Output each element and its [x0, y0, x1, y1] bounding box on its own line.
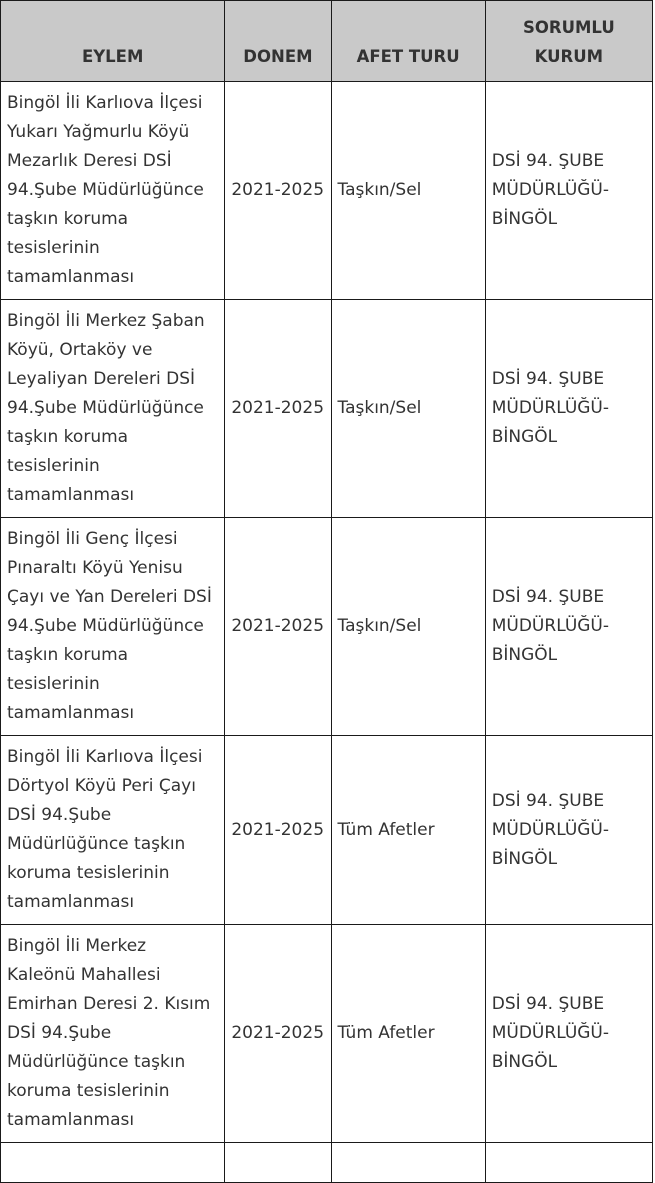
header-disaster-type: AFET TURU: [331, 1, 485, 82]
cell-action: Bingöl İli Merkez Şaban Köyü, Ortaköy ve Leyaliyan Dereleri DSİ 94.Şube Müdürlüğünce taşkın koruma tesislerinin tamamlanması: [1, 300, 225, 518]
cell-institution: [485, 736, 652, 925]
institution-line: DSİ 94. ŞUBE: [491, 790, 605, 811]
institution-line: BİNGÖL: [491, 645, 558, 665]
cell-disaster-type: Taşkın/Sel: [331, 300, 485, 518]
cell-disaster-type: Tüm Afetler: [331, 736, 485, 925]
header-period: DONEM: [225, 1, 331, 82]
cell-period: 2021-2025: [225, 300, 331, 518]
institution-line: DSİ 94. ŞUBE: [491, 369, 605, 389]
institution-line: MÜDÜRLÜĞÜ-: [491, 819, 610, 840]
cell-institution: [485, 518, 652, 736]
table-row: [1, 736, 653, 925]
institution-line: MÜDÜRLÜĞÜ-: [491, 180, 610, 200]
header-institution-line2: KURUM: [534, 47, 604, 66]
cell-action: Bingöl İli Karlıova İlçesi Dörtyol Köyü Peri Çayı DSİ 94.Şube Müdürlüğünce taşkın koruma tesislerinin tamamlanması: [1, 736, 225, 925]
table-header-row: [1, 1, 653, 82]
cell-period: 2021-2025: [225, 82, 331, 300]
table-row: [1, 925, 653, 1143]
cell-empty: [225, 1143, 331, 1183]
header-responsible-institution: [485, 1, 652, 82]
institution-line: DSİ 94. ŞUBE: [491, 151, 605, 171]
institution-line: MÜDÜRLÜĞÜ-: [491, 398, 610, 418]
cell-action: Bingöl İli Genç İlçesi Pınaraltı Köyü Yenisu Çayı ve Yan Dereleri DSİ 94.Şube Müdürlüğünce taşkın koruma tesislerinin tamamlanması: [1, 518, 225, 736]
institution-line: MÜDÜRLÜĞÜ-: [491, 1023, 610, 1043]
institution-line: MÜDÜRLÜĞÜ-: [491, 616, 610, 636]
cell-empty: [331, 1143, 485, 1183]
table-row: [1, 82, 653, 300]
institution-line: DSİ 94. ŞUBE: [491, 994, 605, 1014]
cell-institution: [485, 300, 652, 518]
cell-period: 2021-2025: [225, 925, 331, 1143]
institution-line: BİNGÖL: [491, 848, 558, 869]
institution-line: DSİ 94. ŞUBE: [491, 587, 605, 607]
header-action: EYLEM: [1, 1, 225, 82]
cell-period: 2021-2025: [225, 736, 331, 925]
cell-disaster-type: Taşkın/Sel: [331, 82, 485, 300]
cell-empty: [485, 1143, 652, 1183]
cell-period: 2021-2025: [225, 518, 331, 736]
cell-disaster-type: Tüm Afetler: [331, 925, 485, 1143]
header-institution-line1: SORUMLU: [522, 18, 615, 37]
cell-action: Bingöl İli Karlıova İlçesi Yukarı Yağmurlu Köyü Mezarlık Deresi DSİ 94.Şube Müdürlüğünce taşkın koruma tesislerinin tamamlanması: [1, 82, 225, 300]
cell-empty: [1, 1143, 225, 1183]
table-row: [1, 300, 653, 518]
institution-line: BİNGÖL: [491, 209, 558, 229]
institution-line: BİNGÖL: [491, 1052, 558, 1072]
table-row: [1, 518, 653, 736]
cell-institution: [485, 925, 652, 1143]
institution-line: BİNGÖL: [491, 427, 558, 447]
cell-action: Bingöl İli Merkez Kaleönü Mahallesi Emirhan Deresi 2. Kısım DSİ 94.Şube Müdürlüğünce taşkın koruma tesislerinin tamamlanması: [1, 925, 225, 1143]
table-row-partial: [1, 1143, 653, 1183]
cell-disaster-type: Taşkın/Sel: [331, 518, 485, 736]
cell-institution: [485, 82, 652, 300]
